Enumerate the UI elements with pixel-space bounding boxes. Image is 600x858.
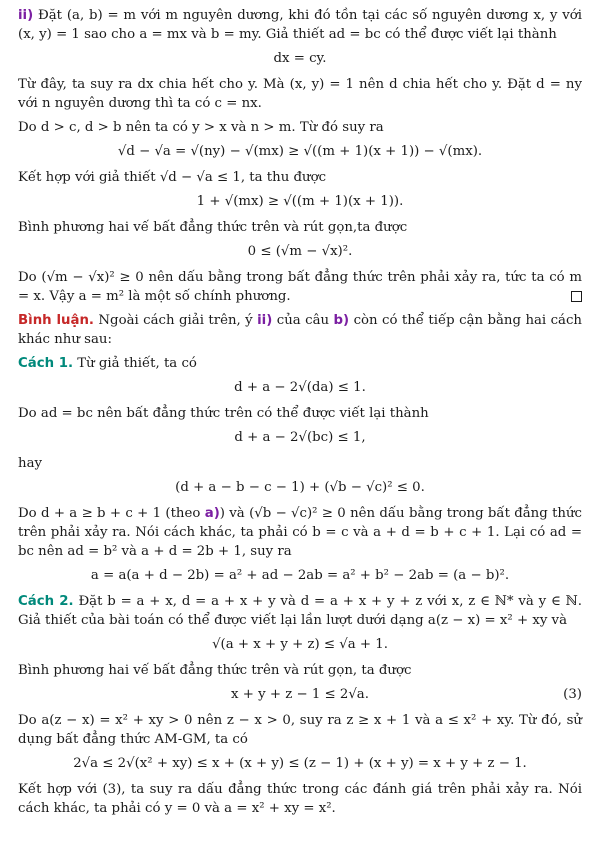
equation-sqrt-mx: 1 + √(mx) ≥ √((m + 1)(x + 1)). — [196, 194, 404, 209]
method2-text-4: Kết hợp với (3), ta suy ra dấu đẳng thức trong các đánh giá trên phải xảy ra. Nói cách khác, ta phải có y = 0 và a = x² + xy = x². — [18, 782, 582, 816]
equation-sqrt-difference: √d − √a = √(ny) − √(mx) ≥ √((m + 1)(x + 1)) − √(mx). — [117, 144, 483, 159]
method2-intro — [18, 592, 582, 630]
intro-text-2: Từ đây, ta suy ra dx chia hết cho y. Mà (x, y) = 1 nên d chia hết cho y. Đặt d = ny với n nguyên dương thì ta có c = nx. — [18, 77, 582, 111]
remark-ref-b: b) — [333, 313, 350, 328]
method2-equation-3: 2√a ≤ 2√(x² + xy) ≤ x + (x + y) ≤ (z − 1) + (x + y) = x + y + z − 1. — [73, 756, 527, 771]
intro-text-4: Kết hợp với giả thiết √d − √a ≤ 1, ta thu được — [18, 170, 327, 185]
intro-conclusion — [18, 268, 582, 306]
method1-ref-a: a) — [204, 506, 220, 521]
intro-text-6: Do (√m − √x)² ≥ 0 nên dấu bằng trong bất đẳng thức trên phải xảy ra, tức ta có m = x. Vậy a = m² là một số chính phương. — [18, 270, 582, 304]
method1-equation-3: (d + a − b − c − 1) + (√b − √c)² ≤ 0. — [175, 480, 425, 495]
method2-text-1: Đặt b = a + x, d = a + x + y và d = a + x + y + z với x, z ∈ ℕ* và y ∈ ℕ. Giả thiết của bài toán có thể được viết lại lần lượt dưới dạng a(z − x) = x² + xy và — [18, 594, 582, 628]
intro-text-1: Đặt (a, b) = m với m nguyên dương, khi đó tồn tại các số nguyên dương x, y với (x, y) = 1 sao cho a = mx và b = my. Giả thiết ad = bc có thể được viết lại thành — [18, 8, 582, 42]
method2-label: Cách 2. — [18, 594, 74, 609]
equation-number-3: (3) — [563, 687, 582, 702]
equation-square-nonneg: 0 ≤ (√m − √x)². — [247, 244, 353, 259]
method1-label: Cách 1. — [18, 356, 74, 371]
remark-label: Bình luận. — [18, 313, 94, 328]
method1-intro — [18, 354, 582, 373]
method1-text-4a: Do d + a ≥ b + c + 1 (theo — [18, 506, 201, 521]
method1-paragraph-4 — [18, 504, 582, 561]
part-ii-label: ii) — [18, 8, 34, 23]
remark-text-c: còn có thể tiếp cận bằng hai cách khác như sau: — [18, 313, 582, 347]
remark-paragraph — [18, 311, 582, 349]
method2-text-3: Do a(z − x) = x² + xy > 0 nên z − x > 0, suy ra z ≥ x + 1 và a ≤ x² + xy. Từ đó, sử dụng bất đẳng thức AM-GM, ta có — [18, 713, 582, 747]
method1-text-4b: ) và (√b − √c)² ≥ 0 nên dấu bằng trong bất đẳng thức trên phải xảy ra. Nói cách khác, ta phải có b = c và a + d = b + c + 1. Lại có ad = bc nên ad = b² và a + d = 2b + 1, suy ra — [18, 506, 583, 559]
intro-paragraph-1 — [18, 6, 582, 44]
intro-text-5: Bình phương hai vế bất đẳng thức trên và rút gọn,ta được — [18, 220, 408, 235]
remark-ref-ii: ii) — [257, 313, 273, 328]
method1-text-3: hay — [18, 456, 43, 471]
method2-equation-2-row — [18, 685, 582, 704]
method2-text-2: Bình phương hai vế bất đẳng thức trên và rút gọn, ta được — [18, 663, 412, 678]
method2-equation-1: √(a + x + y + z) ≤ √a + 1. — [212, 637, 388, 652]
equation-dx-cy: dx = cy. — [273, 51, 327, 66]
method1-equation-1: d + a − 2√(da) ≤ 1. — [234, 380, 366, 395]
intro-text-3: Do d > c, d > b nên ta có y > x và n > m. Từ đó suy ra — [18, 120, 384, 135]
method1-text-2: Do ad = bc nên bất đẳng thức trên có thể được viết lại thành — [18, 406, 429, 421]
method1-equation-2: d + a − 2√(bc) ≤ 1, — [234, 430, 366, 445]
method2-equation-2: x + y + z − 1 ≤ 2√a. — [231, 687, 369, 702]
remark-text-b: của câu — [276, 313, 330, 328]
qed-square-icon — [571, 291, 582, 302]
method1-equation-4: a = a(a + d − 2b) = a² + ad − 2ab = a² + b² − 2ab = (a − b)². — [90, 568, 510, 583]
remark-text-a: Ngoài cách giải trên, ý — [98, 313, 253, 328]
method1-text-1: Từ giả thiết, ta có — [77, 356, 197, 371]
